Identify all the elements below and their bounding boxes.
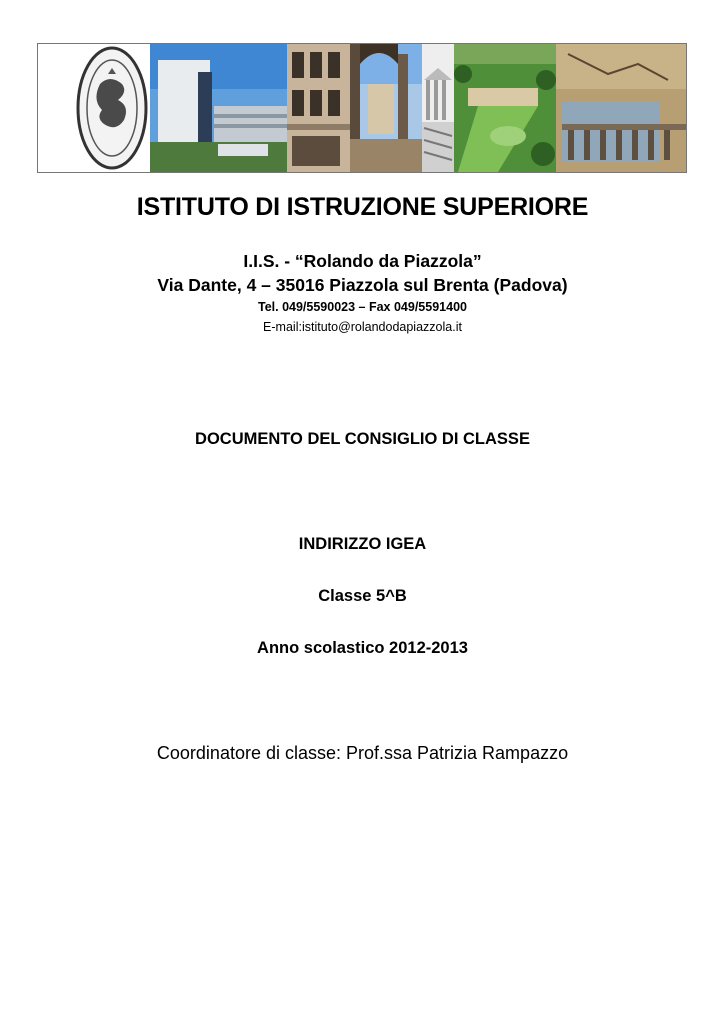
phone-fax: Tel. 049/5590023 – Fax 049/5591400 xyxy=(258,300,467,314)
modern-school-building-image xyxy=(150,44,287,172)
class-label: Classe 5^B xyxy=(318,587,407,605)
school-seal-image xyxy=(38,44,150,172)
class-coordinator: Coordinatore di classe: Prof.ssa Patrizia Rampazzo xyxy=(156,743,569,763)
institute-title: ISTITUTO DI ISTRUZIONE SUPERIORE xyxy=(136,193,589,221)
school-name: I.I.S. - “Rolando da Piazzola” xyxy=(243,251,482,271)
villa-portico-image xyxy=(422,44,454,172)
villa-park-aerial-image xyxy=(454,44,556,172)
old-map-balustrade-image xyxy=(556,44,686,172)
arcade-columns-image xyxy=(350,44,422,172)
header-banner xyxy=(37,43,687,173)
document-title: DOCUMENTO DEL CONSIGLIO DI CLASSE xyxy=(195,430,530,448)
historic-palazzo-facade-image xyxy=(287,44,350,172)
school-email: E-mail:istituto@rolandodapiazzola.it xyxy=(263,320,462,334)
school-address: Via Dante, 4 – 35016 Piazzola sul Brenta (Padova) xyxy=(157,275,568,295)
school-year: Anno scolastico 2012-2013 xyxy=(257,639,468,657)
study-track: INDIRIZZO IGEA xyxy=(298,535,427,553)
